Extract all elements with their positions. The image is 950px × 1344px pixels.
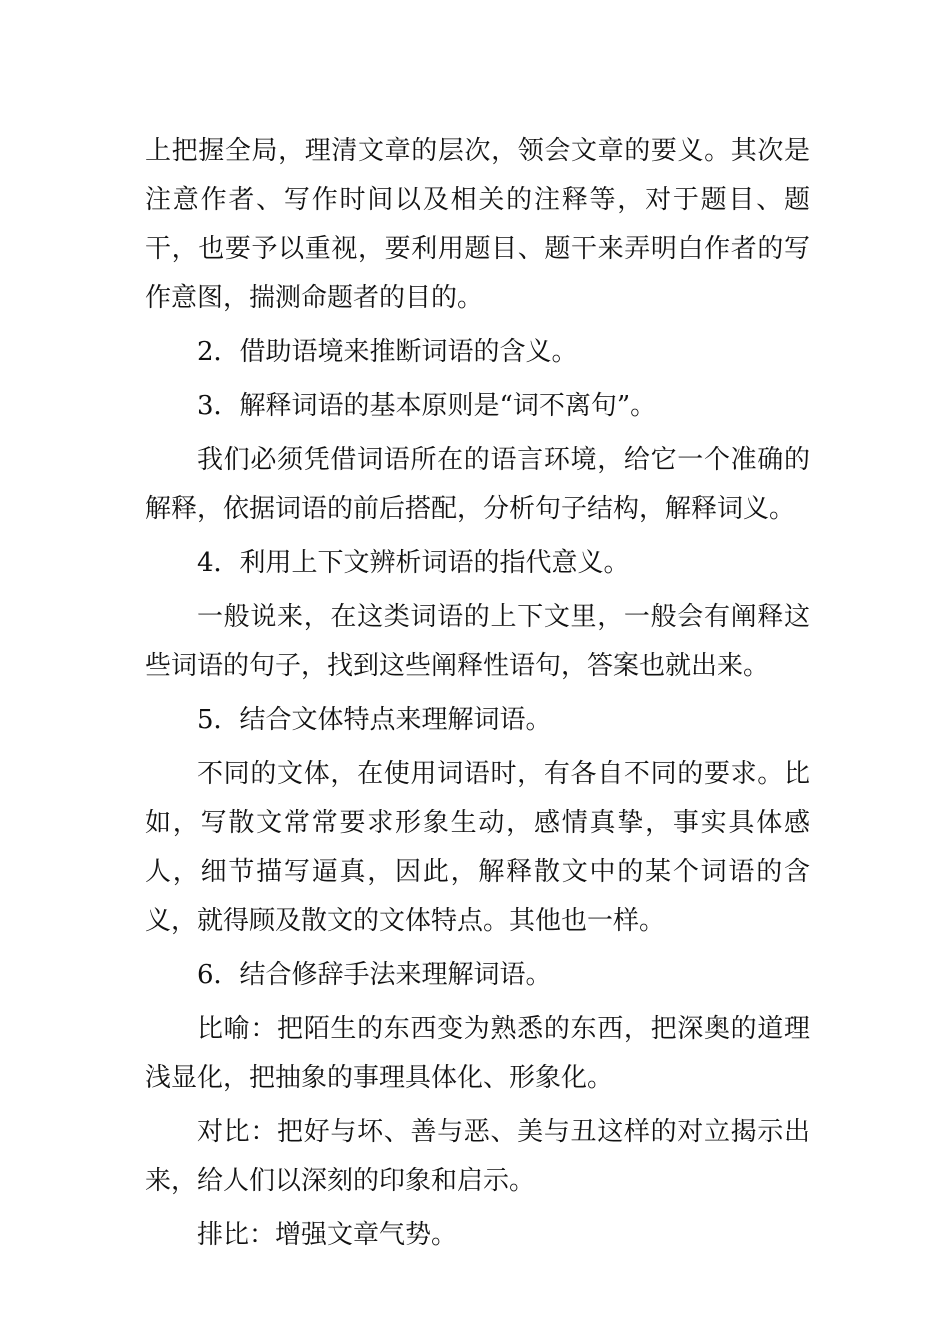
paragraph-parallelism: 排比：增强文章气势。 <box>197 1220 458 1250</box>
paragraph-item-3-explanation: 我们必须凭借词语所在的语言环境，给它一个准确的解释，依据词语的前后搭配，分析句子结构，解释词义。 <box>145 445 810 524</box>
list-item-4: 4．利用上下文辨析词语的指代意义。 <box>197 548 630 578</box>
list-item-3: 3．解释词语的基本原则是“词不离句”。 <box>197 391 657 421</box>
list-item-2: 2．借助语境来推断词语的含义。 <box>197 337 578 367</box>
paragraph-metaphor: 比喻：把陌生的东西变为熟悉的东西，把深奥的道理浅显化，把抽象的事理具体化、形象化。 <box>145 1014 810 1093</box>
paragraph-item-4-explanation: 一般说来，在这类词语的上下文里，一般会有阐释这些词语的句子，找到这些阐释性语句，答案也就出来。 <box>145 602 810 681</box>
paragraph-intro-continued: 上把握全局，理清文章的层次，领会文章的要义。其次是注意作者、写作时间以及相关的注释等，对于题目、题干，也要予以重视，要利用题目、题干来弄明白作者的写作意图，揣测命题者的目的。 <box>145 136 810 313</box>
document-page <box>145 127 810 1260</box>
list-item-6: 6．结合修辞手法来理解词语。 <box>197 960 552 990</box>
paragraph-contrast: 对比：把好与坏、善与恶、美与丑这样的对立揭示出来，给人们以深刻的印象和启示。 <box>145 1117 810 1196</box>
paragraph-item-5-explanation: 不同的文体，在使用词语时，有各自不同的要求。比如，写散文常常要求形象生动，感情真挚，事实具体感人，细节描写逼真，因此，解释散文中的某个词语的含义，就得顾及散文的文体特点。其他也一样。 <box>145 759 810 936</box>
list-item-5: 5．结合文体特点来理解词语。 <box>197 705 552 735</box>
